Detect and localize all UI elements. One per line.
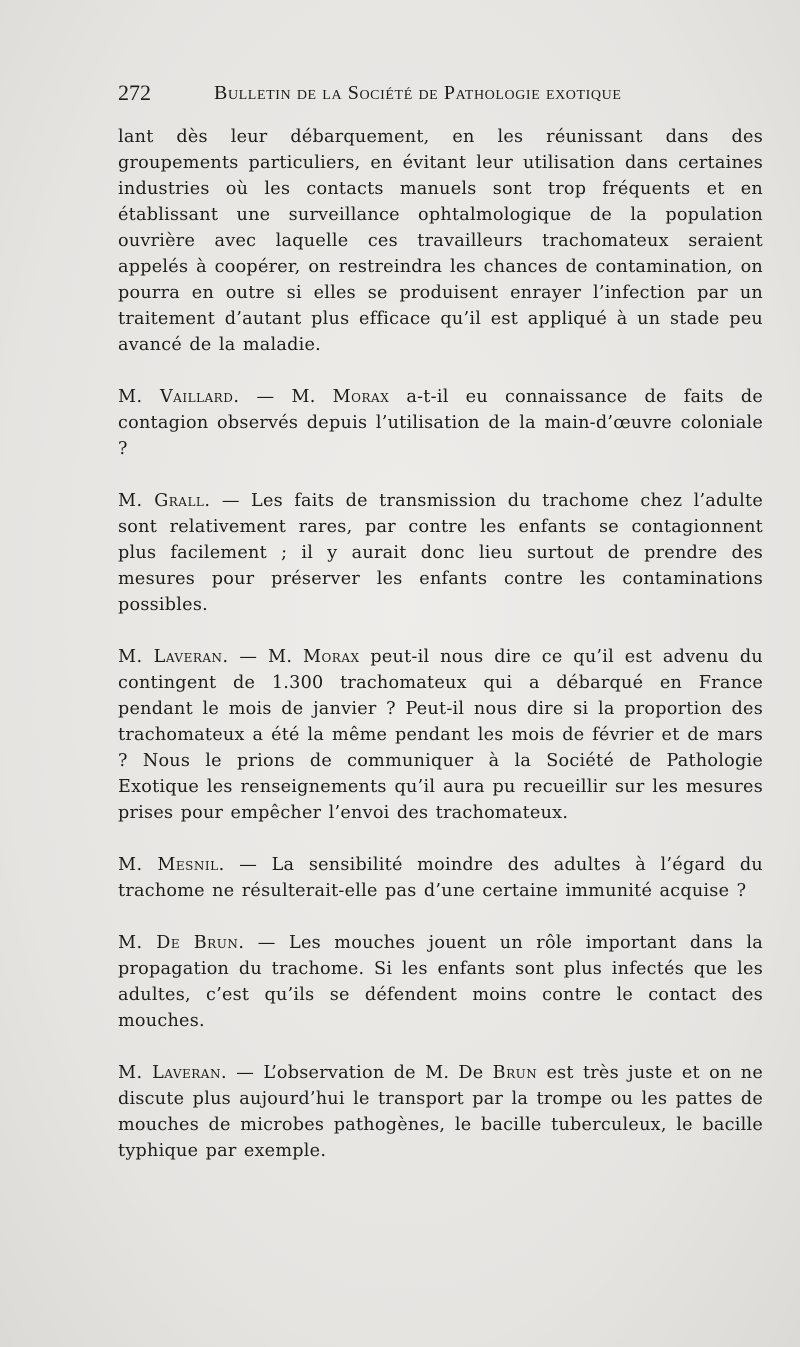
speaker-name: M. Mesnil.	[118, 855, 225, 875]
paragraph-grall	[118, 488, 763, 618]
paragraph-laveran-1	[118, 644, 763, 826]
paragraph-text: peut-il nous dire ce qu’il est advenu du contingent de 1.300 trachomateux qui a débarqué en France pendant le mois de janvier ? Peut-il nous dire si la proportion des trachomateux a été la même pendant les mois de février et de mars ? Nous le prions de communiquer à la Société de Pathologie Exotique les renseignements qu’il aura pu recueillir sur les mesures prises pour empêcher l’envoi des trachomateux.	[118, 647, 763, 823]
paragraph-vaillard	[118, 384, 763, 462]
body-text	[118, 124, 763, 1190]
speaker-name: M. Laveran.	[118, 647, 229, 667]
speaker-name: M. Vaillard.	[118, 387, 240, 407]
speaker-name: M. Grall.	[118, 491, 211, 511]
paragraph-text: — Les faits de transmission du trachome chez l’adulte sont relativement rares, par contre les enfants se contagionnent plus facilement ; il y aurait donc lieu surtout de prendre des mesures pour préserver les enfants contre les contaminations possibles.	[118, 491, 763, 615]
paragraph-lead: — M.	[228, 647, 303, 667]
speaker-name: M. Laveran.	[118, 1063, 228, 1083]
cited-name: Morax	[302, 647, 360, 667]
running-header	[118, 80, 678, 108]
paragraph-text: est très juste et on ne discute plus aujourd’hui le transport par la trompe ou les pattes de mouches de microbes pathogènes, le bacille tuberculeux, le bacille typhique par exemple.	[118, 1063, 763, 1161]
paragraph-lead: — M.	[239, 387, 333, 407]
cited-name: Morax	[332, 387, 390, 407]
journal-title: Bulletin de la Société de Pathologie exotique	[214, 82, 622, 104]
paragraph-continuation	[118, 124, 763, 358]
paragraph-text: lant dès leur débarquement, en les réunissant dans des groupements particuliers, en évitant leur utilisation dans certaines industries où les contacts manuels sont trop fréquents et en établissant une surveillance ophtalmologique de la population ouvrière avec laquelle ces travailleurs trachomateux seraient appelés à coopérer, on restreindra les chances de contamination, on pourra en outre si elles se produisent enrayer l’infection par un traitement d’autant plus efficace qu’il est appliqué à un stade peu avancé de la maladie.	[118, 127, 763, 355]
speaker-name: M. De Brun.	[118, 933, 245, 953]
paragraph-laveran-2	[118, 1060, 763, 1164]
paragraph-text: a-t-il eu connaissance de faits de contagion observés depuis l’utilisation de la main-d’œuvre coloniale ?	[118, 387, 763, 459]
page-number: 272	[118, 80, 151, 105]
cited-name: Brun	[492, 1063, 538, 1083]
paragraph-text: — Les mouches jouent un rôle important dans la propagation du trachome. Si les enfants sont plus infectés que les adultes, c’est qu’ils se défendent moins contre le contact des mouches.	[118, 933, 763, 1031]
paragraph-de-brun	[118, 930, 763, 1034]
paragraph-mesnil	[118, 852, 763, 904]
paragraph-text: — La sensibilité moindre des adultes à l’égard du trachome ne résulterait-elle pas d’une certaine immunité acquise ?	[118, 855, 763, 901]
paragraph-lead: — L’observation de M. De	[227, 1063, 493, 1083]
